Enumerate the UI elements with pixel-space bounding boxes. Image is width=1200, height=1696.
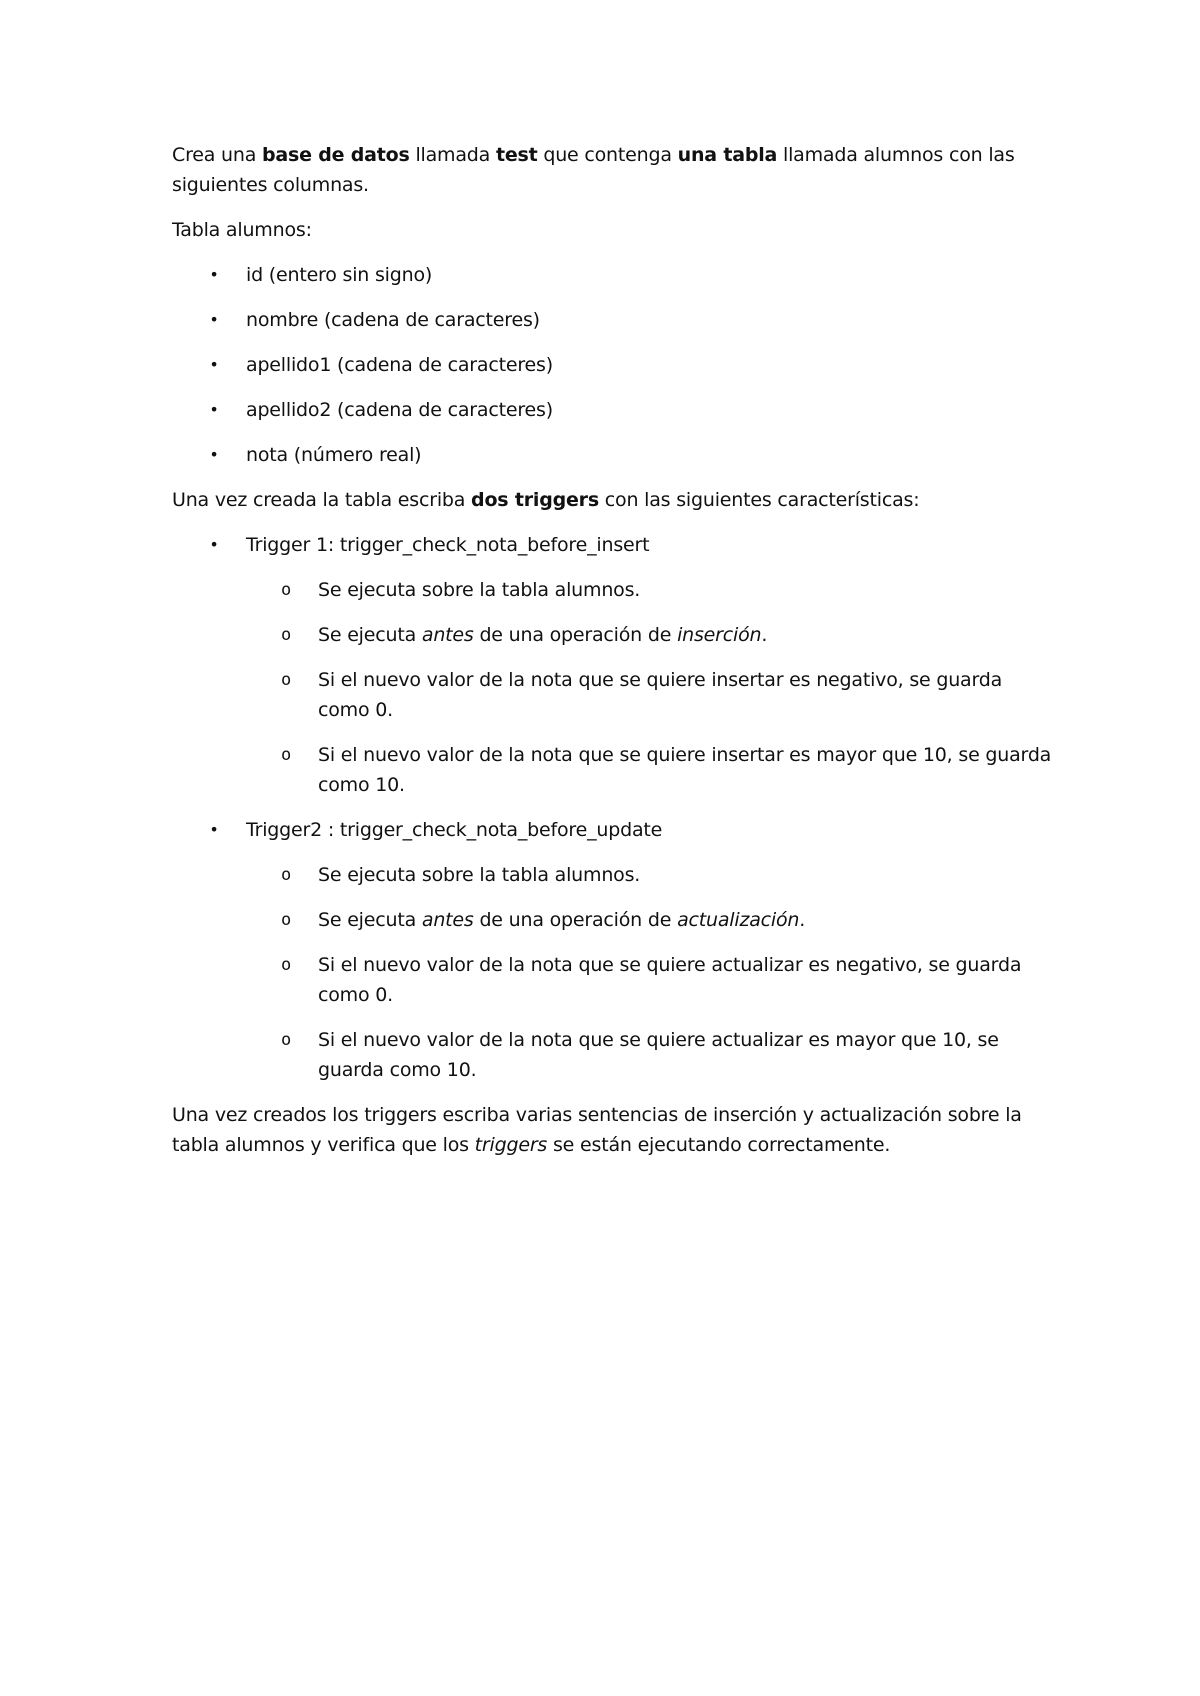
list-item [172,305,1052,335]
trigger1-subitem [172,740,1052,800]
subitem-italic: inserción [677,624,762,646]
subitem-text: . [799,909,806,931]
subitem-text: de una operación de [473,624,678,646]
bullet-icon: • [209,535,219,554]
sub-bullet-icon: o [280,910,292,930]
trigger2-subitem [172,950,1052,1010]
list-item [172,395,1052,425]
bullet-icon: • [209,820,219,839]
intro-bold-table: una tabla [677,144,778,166]
document-body [172,140,1052,1175]
subitem-text: Si el nuevo valor de la nota que se quiere actualizar es negativo, se guarda como 0. [318,954,1022,1006]
bullet-icon: • [209,355,219,374]
subitem-text: Si el nuevo valor de la nota que se quiere insertar es mayor que 10, se guarda como 10. [318,744,1052,796]
column-text: apellido1 (cadena de caracteres) [246,354,553,376]
closing-italic: triggers [474,1134,548,1156]
intro-bold-test: test [495,144,538,166]
subitem-italic: antes [421,909,474,931]
closing-text: Una vez creados los triggers escriba varias sentencias de inserción y actualización sobre la tabla alumnos y verifica que los [172,1104,1022,1156]
trigger1-name: trigger_check_nota_before_insert [339,534,650,556]
column-text: nota (número real) [246,444,422,466]
sub-bullet-icon: o [280,955,292,975]
bullet-icon: • [209,265,219,284]
trigger2-subitem [172,1025,1052,1085]
subitem-text: Se ejecuta [318,909,422,931]
subitem-italic: antes [421,624,474,646]
subitem-text: de una operación de [473,909,678,931]
intro-text: que contenga [537,144,678,166]
trigger2-prefix: Trigger2 : [246,819,340,841]
subitem-text: Se ejecuta [318,624,422,646]
trigger2-subitem [172,905,1052,935]
sub-bullet-icon: o [280,865,292,885]
trigger2-name: trigger_check_nota_before_update [339,819,663,841]
table-heading: Tabla alumnos: [172,219,312,241]
subitem-text: Se ejecuta sobre la tabla alumnos. [318,864,641,886]
triggers-intro-paragraph [172,485,1052,515]
intro-text: Crea una [172,144,262,166]
column-text: id (entero sin signo) [246,264,433,286]
bullet-icon: • [209,310,219,329]
intro-paragraph [172,140,1052,200]
column-text: nombre (cadena de caracteres) [246,309,540,331]
intro-bold-database: base de datos [262,144,410,166]
intro-text: llamada [409,144,496,166]
subitem-text: Si el nuevo valor de la nota que se quiere actualizar es mayor que 10, se guarda como 10. [318,1029,999,1081]
subitem-text: . [761,624,768,646]
triggers-intro-bold: dos triggers [471,489,599,511]
triggers-list [172,530,1052,1085]
trigger1-subitem [172,665,1052,725]
closing-text: se están ejecutando correctamente. [547,1134,891,1156]
list-item [172,350,1052,380]
column-text: apellido2 (cadena de caracteres) [246,399,553,421]
subitem-italic: actualización [677,909,800,931]
trigger1-item [172,530,1052,560]
trigger2-subitem [172,860,1052,890]
list-item [172,440,1052,470]
trigger2-item [172,815,1052,845]
sub-bullet-icon: o [280,745,292,765]
closing-paragraph [172,1100,1052,1160]
sub-bullet-icon: o [280,1030,292,1050]
triggers-intro-text: Una vez creada la tabla escriba [172,489,472,511]
columns-list [172,260,1052,470]
list-item [172,260,1052,290]
subitem-text: Se ejecuta sobre la tabla alumnos. [318,579,641,601]
trigger1-subitem [172,575,1052,605]
sub-bullet-icon: o [280,625,292,645]
subitem-text: Si el nuevo valor de la nota que se quiere insertar es negativo, se guarda como 0. [318,669,1003,721]
trigger1-subitem [172,620,1052,650]
sub-bullet-icon: o [280,580,292,600]
triggers-intro-text: con las siguientes características: [598,489,920,511]
bullet-icon: • [209,400,219,419]
sub-bullet-icon: o [280,670,292,690]
bullet-icon: • [209,445,219,464]
intro-text: llamada alumnos con las siguientes columnas. [172,144,1015,196]
trigger1-prefix: Trigger 1: [246,534,340,556]
